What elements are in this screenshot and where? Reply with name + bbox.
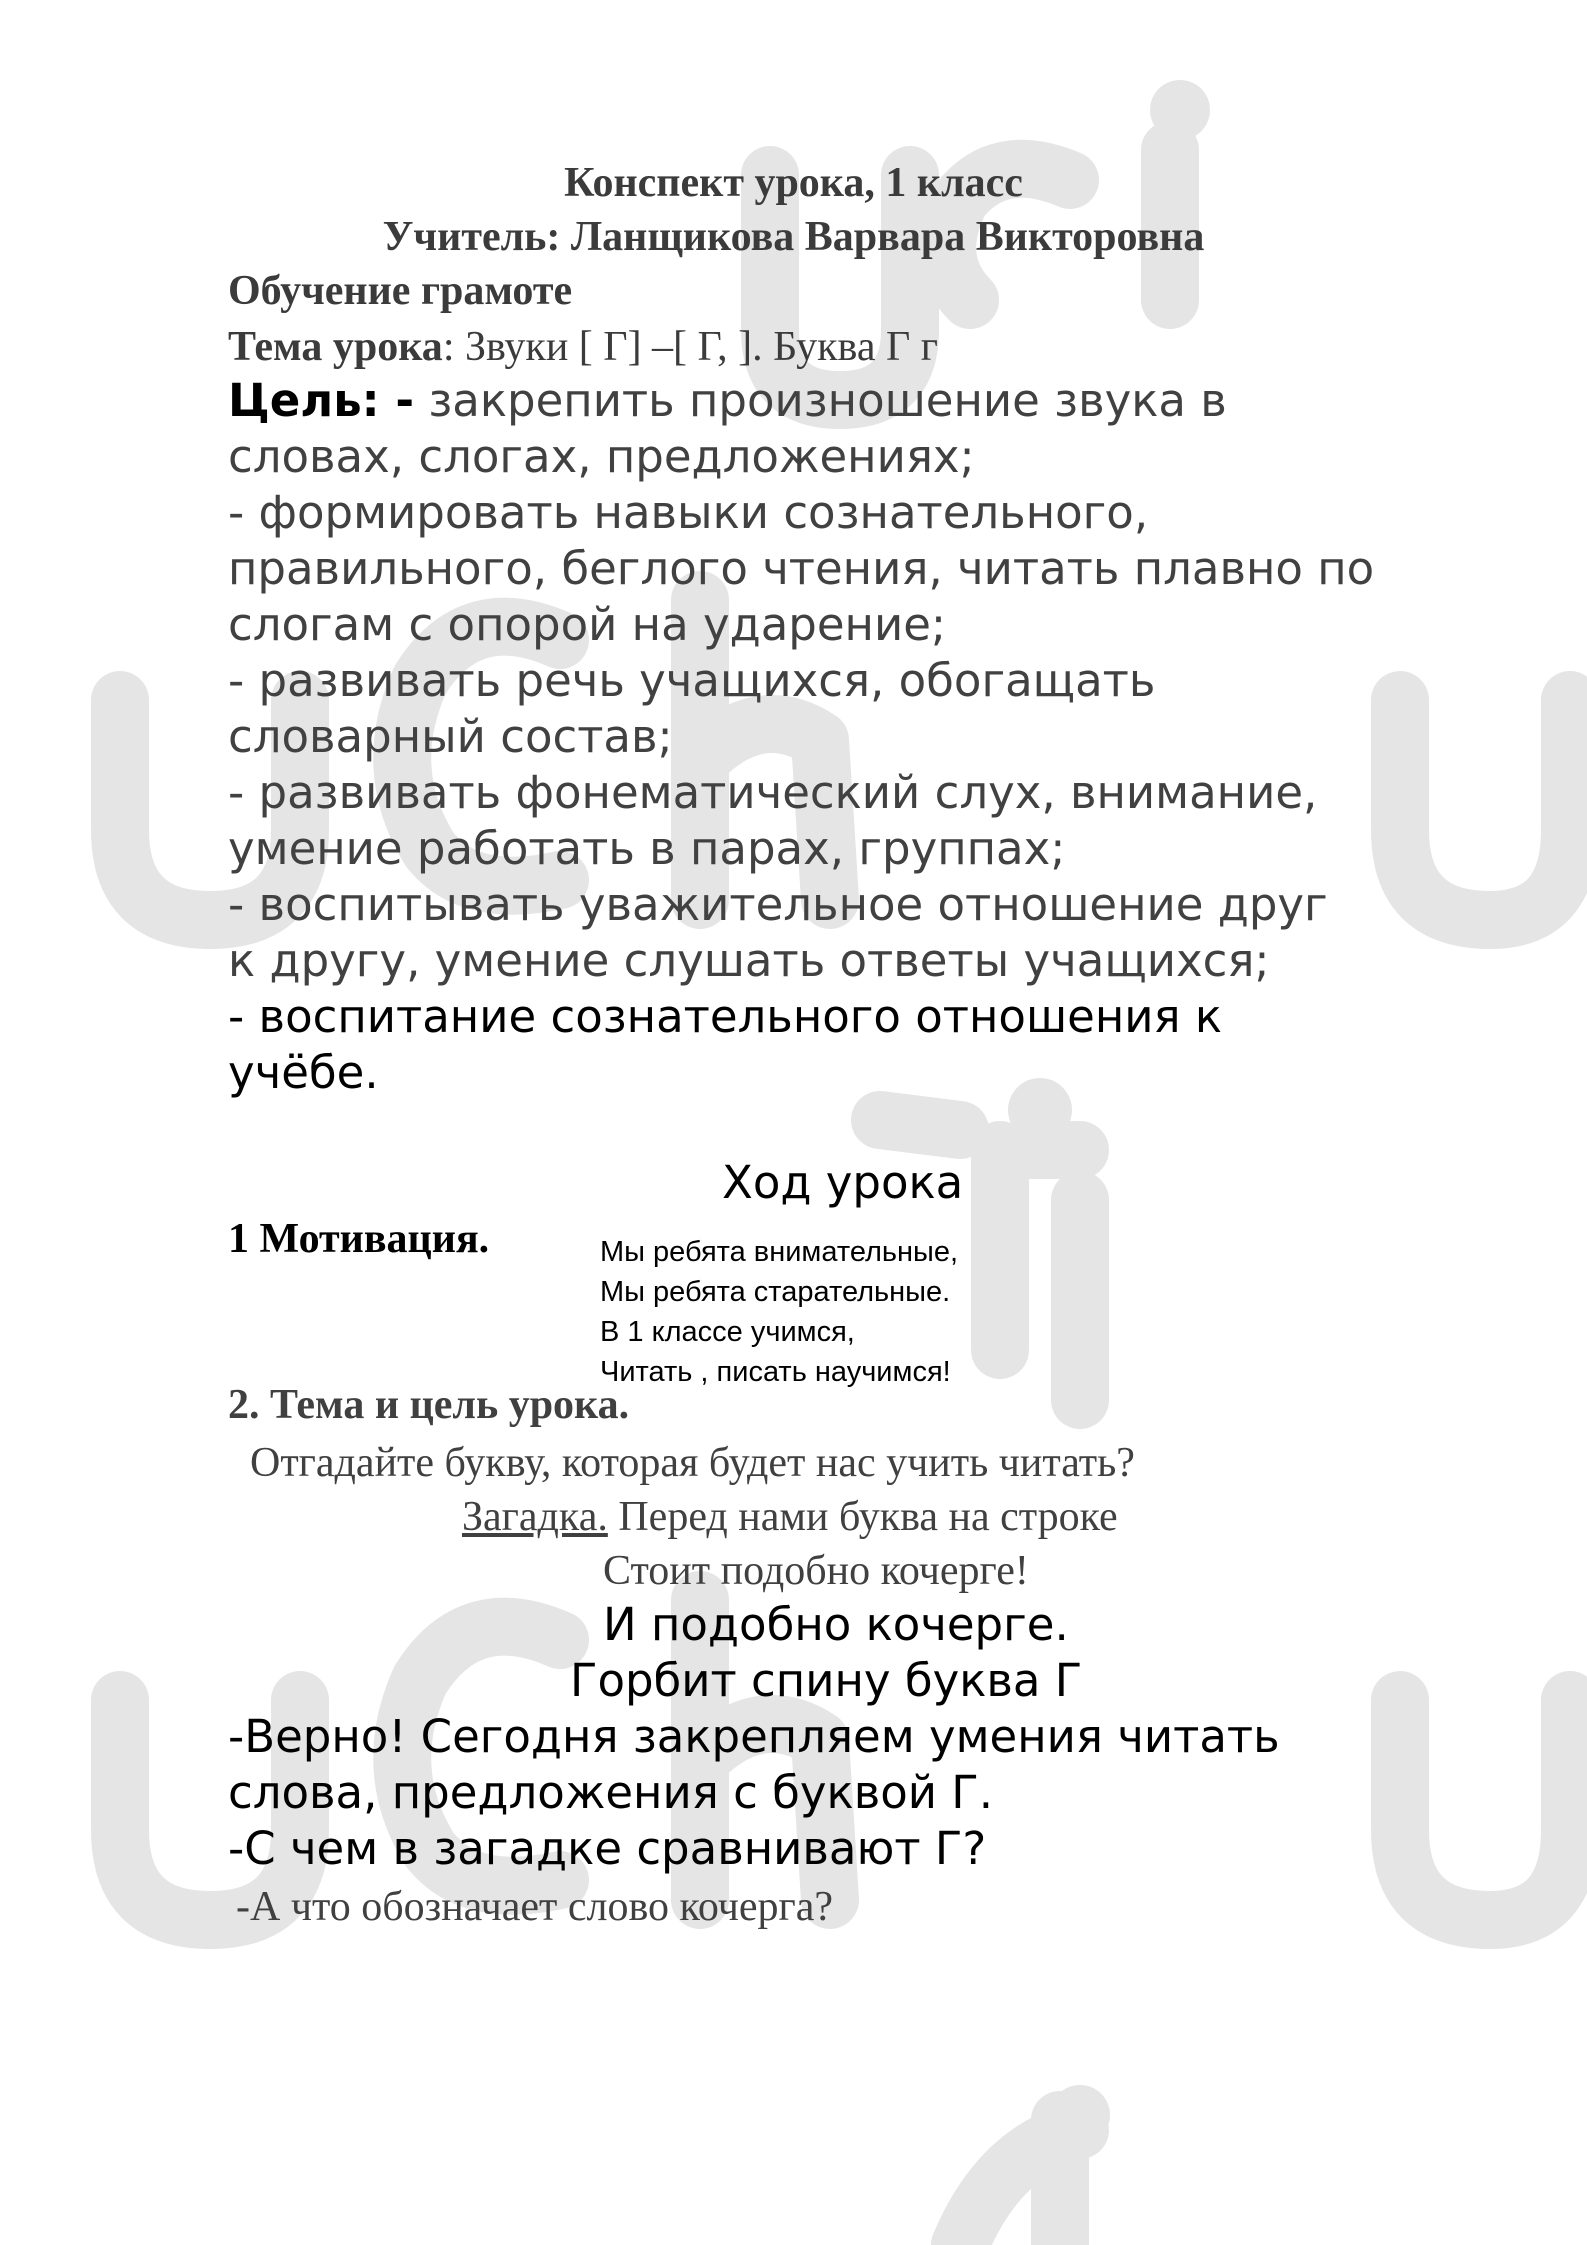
goal-line-11: к другу, умение слушать ответы учащихся; (228, 934, 1270, 987)
topic-goal-label: 2. Тема и цель урока. (228, 1382, 630, 1428)
goal-line-7: словарный состав; (228, 710, 673, 763)
teacher-line: Учитель: Ланщикова Варвара Викторовна (382, 214, 1205, 260)
goal-line-4: правильного, беглого чтения, читать плавно по (228, 542, 1375, 595)
goal-line-3: - формировать навыки сознательного, (228, 486, 1149, 539)
goal-line-1 (228, 374, 1227, 427)
poem-line-3: В 1 классе учимся, (600, 1316, 855, 1348)
riddle-line-3: И подобно кочерге. (603, 1598, 1069, 1651)
riddle-line-1 (462, 1496, 1118, 1538)
riddle-label: Загадка. (462, 1494, 608, 1540)
goal-label: Цель: - (228, 374, 415, 427)
poem-line-4: Читать , писать научимся! (600, 1356, 951, 1388)
teacher-line-1: -Верно! Сегодня закрепляем умения читать (228, 1710, 1280, 1763)
goal-line-12: - воспитание сознательного отношения к (228, 990, 1223, 1043)
document-title: Конспект урока, 1 класс (564, 160, 1023, 206)
riddle-line-2: Стоит подобно кочерге! (603, 1548, 1029, 1594)
topic-text: : Звуки [ Г] –[ Г, ]. Буква Г г (442, 324, 938, 370)
subject-heading: Обучение грамоте (228, 268, 573, 314)
goal-line-5: слогам с опорой на ударение; (228, 598, 947, 651)
goal-line-13: учёбе. (228, 1046, 379, 1099)
poem-line-2: Мы ребята старательные. (600, 1276, 951, 1308)
motivation-label: 1 Мотивация. (228, 1216, 490, 1262)
teacher-line-3: -С чем в загадке сравнивают Г? (228, 1822, 987, 1875)
goal-line-2: словах, слогах, предложениях; (228, 430, 975, 483)
topic-label: Тема урока (228, 324, 443, 370)
goal-line-10: - воспитывать уважительное отношение друг (228, 878, 1328, 931)
goal-line-6: - развивать речь учащихся, обогащать (228, 654, 1156, 707)
teacher-line-2: слова, предложения с буквой Г. (228, 1766, 994, 1819)
lesson-heading: Ход урока (722, 1156, 964, 1209)
goal-line-9: умение работать в парах, группах; (228, 822, 1066, 875)
riddle-line-4: Горбит спину буква Г (570, 1654, 1083, 1707)
goal-text: закрепить произношение звука в (414, 374, 1227, 427)
teacher-line-4: -А что обозначает слово кочерга? (236, 1884, 834, 1930)
topic-line (228, 326, 938, 368)
question-line: Отгадайте букву, которая будет нас учить читать? (250, 1440, 1135, 1486)
riddle-text-1: Перед нами буква на строке (607, 1494, 1118, 1540)
poem-line-1: Мы ребята внимательные, (600, 1236, 959, 1268)
goal-line-8: - развивать фонематический слух, внимание, (228, 766, 1318, 819)
